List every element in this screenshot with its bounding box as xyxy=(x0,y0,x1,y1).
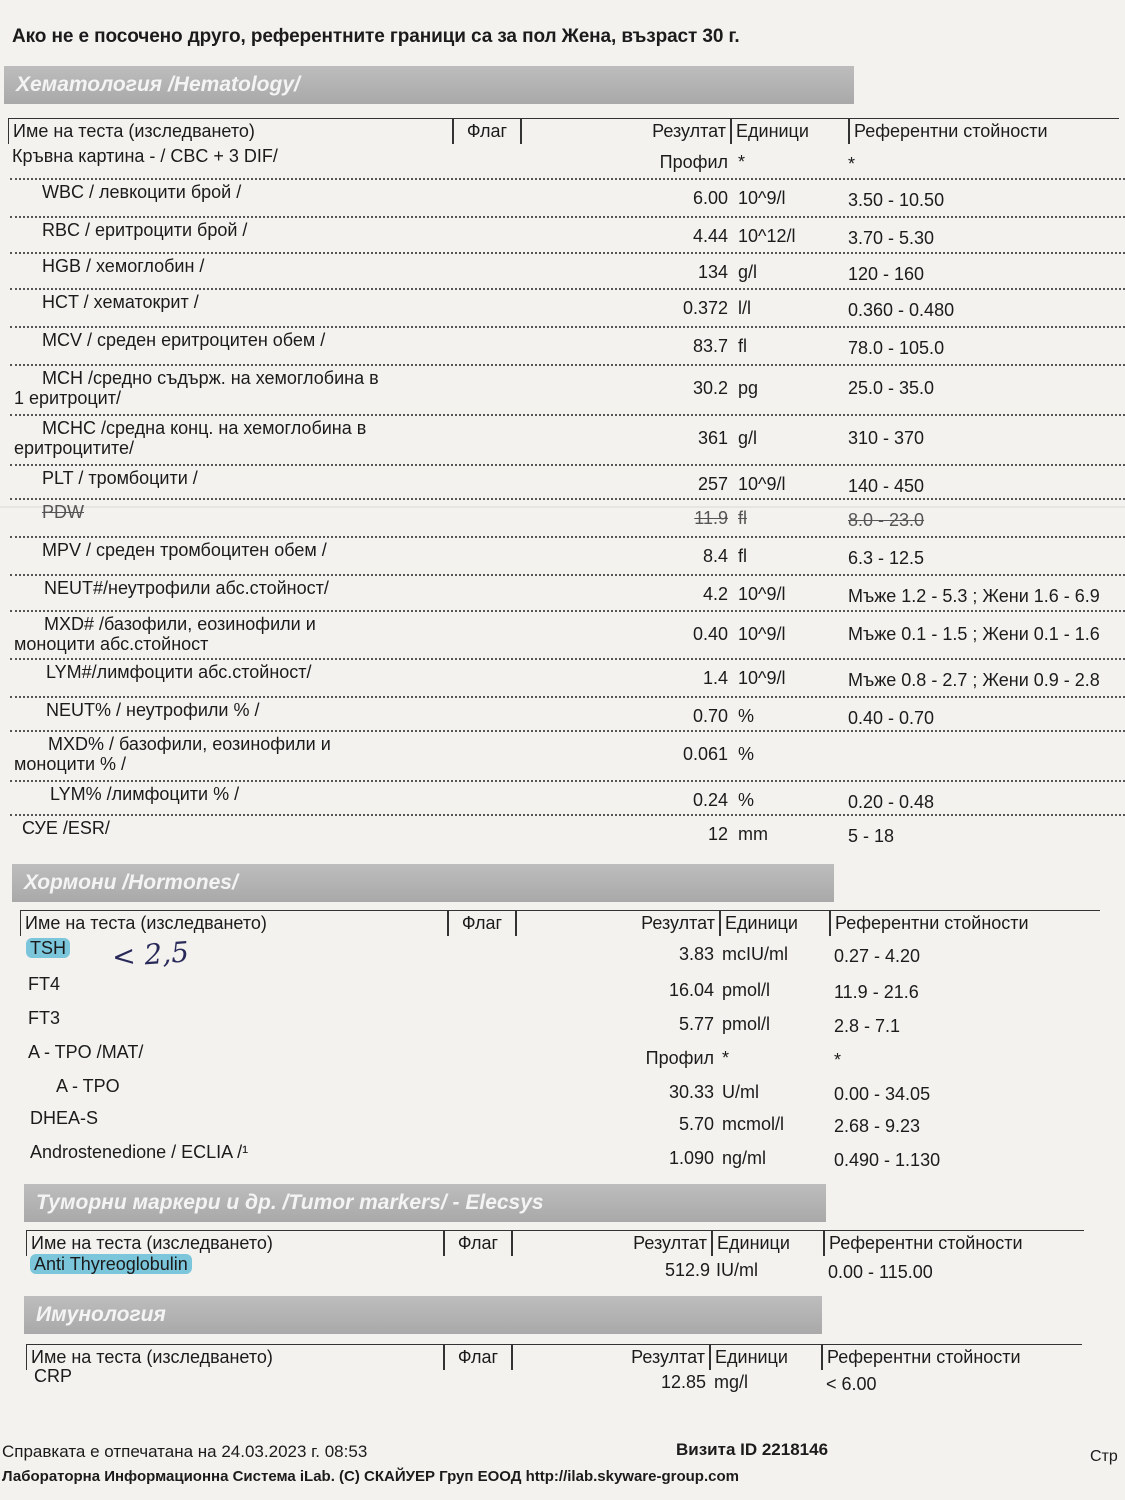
print-timestamp: Справката е отпечатана на 24.03.2023 г. 08:53 xyxy=(2,1442,368,1461)
result-unit: % xyxy=(738,744,755,764)
test-name xyxy=(42,220,247,241)
reference-range: 0.490 - 1.130 xyxy=(834,1150,941,1170)
result-value: 6.00 xyxy=(692,188,728,208)
tumor-column-header xyxy=(26,1230,1084,1256)
test-name-text: Кръвна картина - / CBC + 3 DIF/ xyxy=(12,146,278,166)
row-separator xyxy=(10,610,1125,612)
result-value: 4.44 xyxy=(692,226,728,246)
col-name: Име на теста (изследването) xyxy=(26,1344,444,1370)
reference-range: 2.8 - 7.1 xyxy=(834,1016,901,1036)
result-unit: % xyxy=(738,706,755,726)
test-name-text: HGB / хемоглобин / xyxy=(42,256,205,276)
section-title: Имунология xyxy=(36,1303,166,1326)
test-name xyxy=(44,578,329,599)
hematology-column-header xyxy=(8,118,1119,144)
col-name: Име на теста (изследването) xyxy=(26,1230,444,1256)
test-name xyxy=(28,1008,60,1029)
reference-range: 0.27 - 4.20 xyxy=(834,946,921,966)
test-name-text: Androstenedione / ECLIA /¹ xyxy=(30,1142,249,1162)
col-result: Резултат xyxy=(512,1230,712,1256)
reference-range: * xyxy=(848,154,856,174)
test-name-text: RBC / еритроцити брой / xyxy=(42,220,248,240)
test-name xyxy=(44,614,316,635)
test-name-text: DHEA-S xyxy=(30,1108,99,1128)
test-name-continued: еритроцитите/ xyxy=(14,438,135,458)
test-name-text: MCHC /средна конц. на хемоглобина в xyxy=(42,418,367,438)
result-value: 3.83 xyxy=(678,944,714,964)
result-value: 0.70 xyxy=(692,706,728,726)
col-flag: Флаг xyxy=(448,910,516,936)
test-name-text: NEUT% / неутрофили % / xyxy=(46,700,260,720)
col-units: Единици xyxy=(712,1230,824,1256)
row-separator xyxy=(10,536,1125,538)
visit-id: Визита ID 2218146 xyxy=(676,1440,829,1459)
col-result: Резултат xyxy=(521,118,731,144)
test-name xyxy=(22,818,110,839)
col-reference: Референтни стойности xyxy=(824,1230,1084,1256)
test-name-text: TSH xyxy=(26,938,70,958)
result-value: 0.24 xyxy=(692,790,728,810)
result-unit: IU/ml xyxy=(716,1260,758,1280)
section-title: Хематология /Hematology/ xyxy=(16,73,300,96)
row-separator xyxy=(10,696,1125,698)
result-unit: pg xyxy=(738,378,759,398)
row-separator xyxy=(10,464,1125,466)
result-unit: U/ml xyxy=(722,1082,759,1102)
reference-range: 25.0 - 35.0 xyxy=(848,378,935,398)
result-unit: g/l xyxy=(738,428,758,448)
test-name-text: PLT / тромбоцити / xyxy=(42,468,198,488)
row-separator xyxy=(10,730,1125,732)
test-name-text: Anti Thyreoglobulin xyxy=(30,1254,192,1274)
test-name xyxy=(26,938,70,959)
result-value: 12.85 xyxy=(660,1372,706,1392)
row-separator xyxy=(10,288,1125,290)
result-value: 512.9 xyxy=(664,1260,710,1280)
result-unit: fl xyxy=(738,336,747,356)
hormones-column-header xyxy=(20,910,1100,936)
system-credit: Лабораторна Информационна Система iLab. (C) СКАЙУЕР Груп ЕООД http://ilab.skyware-group.com xyxy=(2,1468,739,1485)
section-immunology-band xyxy=(24,1296,822,1334)
row-separator xyxy=(10,414,1125,416)
test-name-text: MPV / среден тромбоцитен обем / xyxy=(42,540,327,560)
result-unit: * xyxy=(738,152,746,172)
result-value: 11.9 xyxy=(694,508,728,528)
result-value: 0.061 xyxy=(682,744,728,764)
result-unit: 10^9/l xyxy=(738,188,786,208)
test-name-continued: 1 еритроцит/ xyxy=(14,388,121,408)
reference-range: 6.3 - 12.5 xyxy=(848,548,925,568)
test-name-text: MCH /средно съдърж. на хемоглобина в xyxy=(42,368,379,388)
result-value: 30.33 xyxy=(668,1082,714,1102)
reference-range: 140 - 450 xyxy=(848,476,925,496)
row-separator xyxy=(10,498,1125,500)
reference-range: 120 - 160 xyxy=(848,264,925,284)
test-name xyxy=(42,468,198,489)
reference-range: Мъже 1.2 - 5.3 ; Жени 1.6 - 6.9 xyxy=(848,586,1100,606)
col-name: Име на теста (изследването) xyxy=(8,118,453,144)
result-value: 4.2 xyxy=(702,584,728,604)
result-value: 83.7 xyxy=(692,336,728,356)
col-units: Единици xyxy=(710,1344,822,1370)
test-name xyxy=(34,1366,72,1387)
test-name-text: СУЕ /ESR/ xyxy=(22,818,110,838)
result-unit: 10^9/l xyxy=(738,624,786,644)
result-unit: l/l xyxy=(738,298,751,318)
col-result: Резултат xyxy=(512,1344,710,1370)
reference-range: 11.9 - 21.6 xyxy=(834,982,919,1002)
result-value: 0.372 xyxy=(682,298,728,318)
test-name xyxy=(42,418,366,439)
row-separator xyxy=(10,216,1125,218)
result-unit: pmol/l xyxy=(722,1014,771,1034)
result-value: 1.090 xyxy=(668,1148,714,1168)
handwritten-note: < 2,5 xyxy=(110,935,190,974)
test-name xyxy=(56,1076,120,1097)
col-reference: Референтни стойности xyxy=(822,1344,1082,1370)
reference-range: 0.00 - 34.05 xyxy=(834,1084,931,1104)
result-unit: * xyxy=(722,1048,730,1068)
row-separator xyxy=(10,364,1125,366)
result-value: 30.2 xyxy=(692,378,728,398)
result-unit: fl xyxy=(738,546,747,566)
result-value: 0.40 xyxy=(692,624,728,644)
reference-range: 3.70 - 5.30 xyxy=(848,228,935,248)
test-name-text: A - TPO xyxy=(56,1076,120,1096)
test-name xyxy=(42,368,379,389)
reference-range: 3.50 - 10.50 xyxy=(848,190,945,210)
test-name xyxy=(42,502,84,523)
test-name-text: LYM% /лимфоцити % / xyxy=(50,784,240,804)
test-name-text: LYM#/лимфоцити абс.стойност/ xyxy=(46,662,312,682)
section-title: Хормони /Hormones/ xyxy=(24,871,238,894)
reference-range: 0.20 - 0.48 xyxy=(848,792,935,812)
section-title: Туморни маркери и др. /Tumor markers/ - Elecsys xyxy=(36,1191,544,1214)
test-name xyxy=(28,1042,143,1063)
row-separator xyxy=(10,326,1125,328)
immunology-column-header xyxy=(26,1344,1082,1370)
col-reference: Референтни стойности xyxy=(849,118,1119,144)
test-name-text: MXD# /базофили, еозинофили и xyxy=(44,614,316,634)
result-value: 361 xyxy=(697,428,728,448)
result-unit: mm xyxy=(738,824,768,844)
reference-range: 0.40 - 0.70 xyxy=(848,708,935,728)
result-value: 1.4 xyxy=(702,668,728,688)
result-value: 134 xyxy=(697,262,728,282)
col-flag: Флаг xyxy=(444,1344,512,1370)
test-name xyxy=(42,256,204,277)
col-reference: Референтни стойности xyxy=(830,910,1100,936)
test-name xyxy=(28,974,60,995)
result-unit: g/l xyxy=(738,262,758,282)
reference-range: 5 - 18 xyxy=(848,826,895,846)
result-value: 12 xyxy=(707,824,728,844)
row-separator xyxy=(10,814,1125,816)
row-separator xyxy=(10,574,1125,576)
col-name: Име на теста (изследването) xyxy=(20,910,448,936)
result-unit: pmol/l xyxy=(722,980,771,1000)
reference-range: Мъже 0.8 - 2.7 ; Жени 0.9 - 2.8 xyxy=(848,670,1100,690)
test-name-continued: моноцити абс.стойност xyxy=(14,634,209,654)
result-unit: ng/ml xyxy=(722,1148,767,1168)
row-separator xyxy=(10,178,1125,180)
test-name-text: PDW xyxy=(42,502,84,522)
test-name-text: NEUT#/неутрофили абс.стойност/ xyxy=(44,578,329,598)
test-name xyxy=(42,330,325,351)
test-name xyxy=(46,700,259,721)
result-value: 5.77 xyxy=(678,1014,714,1034)
result-value: 5.70 xyxy=(678,1114,714,1134)
test-name-text: MCV / среден еритроцитен обем / xyxy=(42,330,326,350)
reference-range: 310 - 370 xyxy=(848,428,925,448)
reference-range: 0.360 - 0.480 xyxy=(848,300,955,320)
result-value: 8.4 xyxy=(702,546,728,566)
col-units: Единици xyxy=(731,118,849,144)
reference-range: 78.0 - 105.0 xyxy=(848,338,945,358)
result-unit: mg/l xyxy=(714,1372,749,1392)
reference-range: < 6.00 xyxy=(826,1374,877,1394)
test-name-continued: моноцити % / xyxy=(14,754,127,774)
test-name xyxy=(42,292,199,313)
test-name xyxy=(30,1108,98,1129)
test-name xyxy=(30,1254,192,1275)
reference-range: 2.68 - 9.23 xyxy=(834,1116,921,1136)
result-value: 257 xyxy=(697,474,728,494)
row-separator xyxy=(10,780,1125,782)
test-name xyxy=(46,662,312,683)
reference-range: Мъже 0.1 - 1.5 ; Жени 0.1 - 1.6 xyxy=(848,624,1100,644)
test-name xyxy=(48,734,331,755)
section-hematology-band xyxy=(4,66,854,104)
test-name xyxy=(42,540,327,561)
col-result: Резултат xyxy=(516,910,720,936)
row-separator xyxy=(10,658,1125,660)
result-unit: fl xyxy=(738,508,747,528)
test-name-text: FT3 xyxy=(28,1008,61,1028)
section-hormones-band xyxy=(12,864,834,902)
test-name-text: FT4 xyxy=(28,974,61,994)
result-value: Профил xyxy=(659,152,728,172)
test-name-text: HCT / хематокрит / xyxy=(42,292,199,312)
test-name-text: MXD% / базофили, еозинофили и xyxy=(48,734,331,754)
result-value: Профил xyxy=(645,1048,714,1068)
test-name xyxy=(42,182,241,203)
result-unit: 10^9/l xyxy=(738,668,786,688)
test-name xyxy=(12,146,278,167)
col-flag: Флаг xyxy=(453,118,521,144)
result-unit: 10^9/l xyxy=(738,474,786,494)
test-name xyxy=(30,1142,248,1163)
result-unit: % xyxy=(738,790,755,810)
page-label: Стр xyxy=(1090,1448,1118,1465)
reference-note: Ако не е посочено друго, референтните граници са за пол Жена, възраст 30 г. xyxy=(12,26,740,47)
result-unit: 10^9/l xyxy=(738,584,786,604)
result-unit: mcIU/ml xyxy=(722,944,788,964)
test-name-text: CRP xyxy=(34,1366,73,1386)
row-separator xyxy=(10,252,1125,254)
col-units: Единици xyxy=(720,910,830,936)
test-name xyxy=(50,784,239,805)
section-tumor-markers-band xyxy=(24,1184,826,1222)
result-unit: 10^12/l xyxy=(738,226,796,246)
col-flag: Флаг xyxy=(444,1230,512,1256)
test-name-text: WBC / левкоцити брой / xyxy=(42,182,242,202)
reference-range: 8.0 - 23.0 xyxy=(848,510,925,530)
result-value: 16.04 xyxy=(668,980,714,1000)
test-name-text: A - TPO /MAT/ xyxy=(28,1042,144,1062)
reference-range: 0.00 - 115.00 xyxy=(828,1262,933,1282)
result-unit: mcmol/l xyxy=(722,1114,784,1134)
reference-range: * xyxy=(834,1050,842,1070)
